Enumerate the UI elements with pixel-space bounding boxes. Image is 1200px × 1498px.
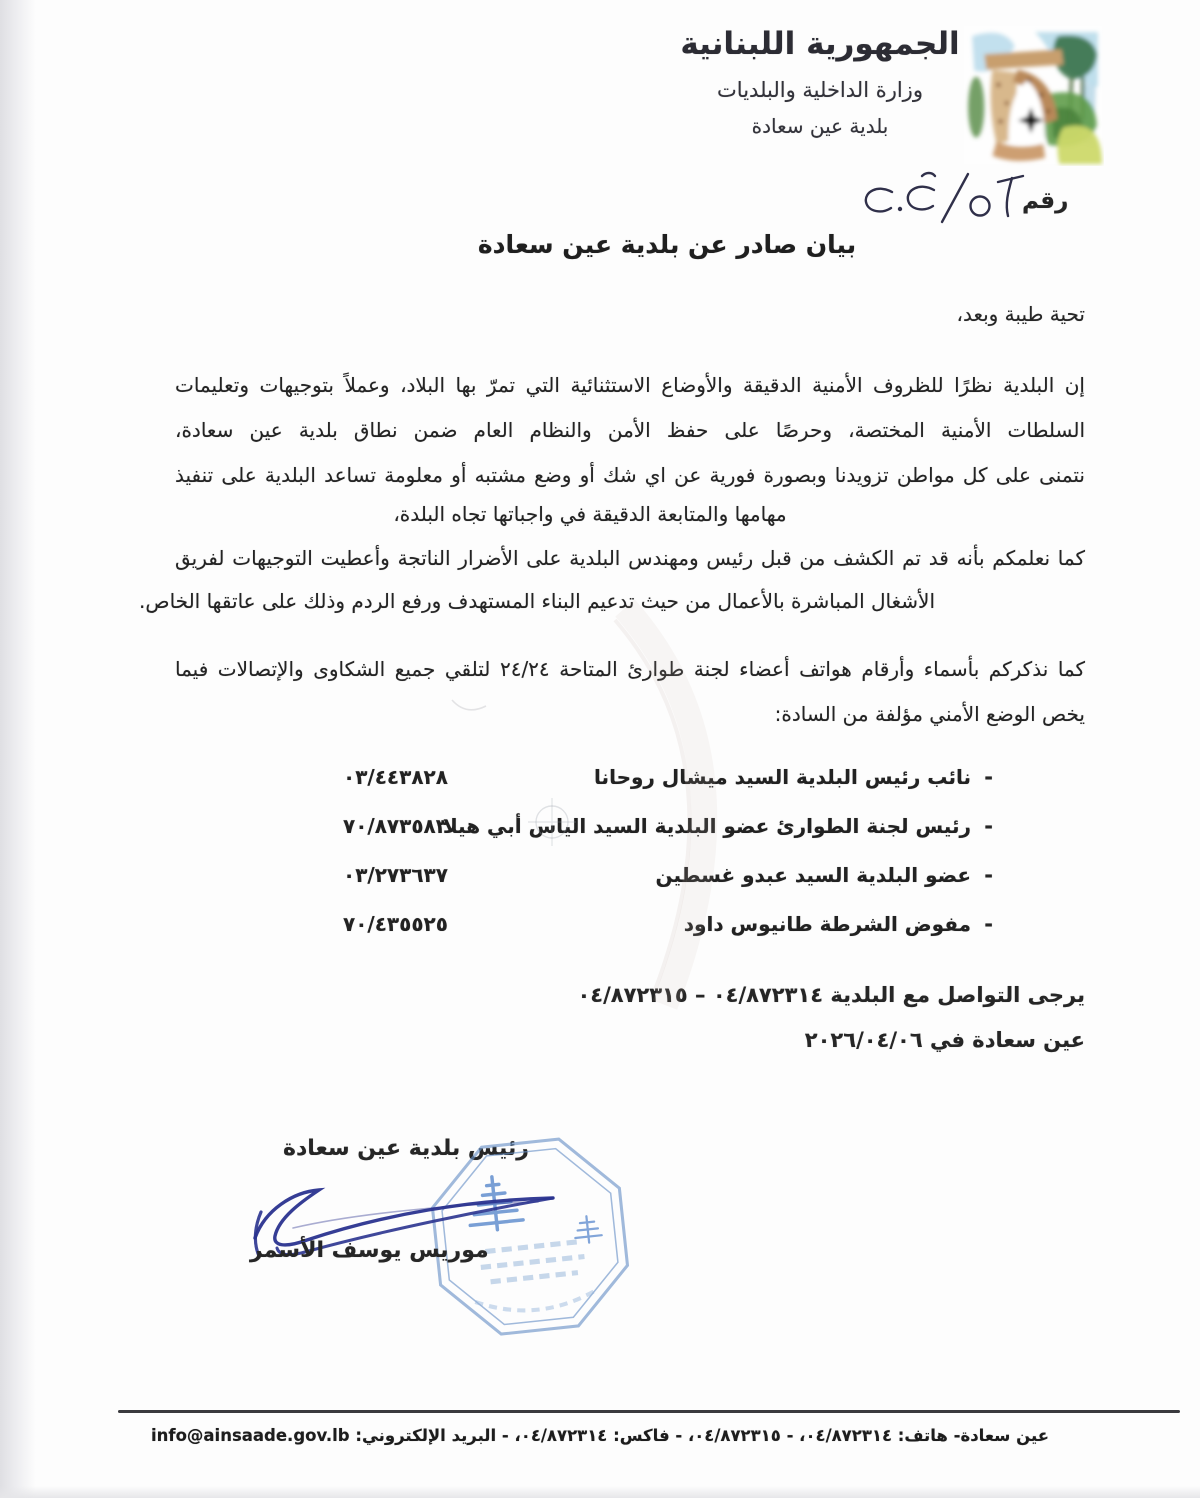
committee-row (175, 765, 1085, 799)
contact-phones-line: يرجى التواصل مع البلدية ٠٤/٨٧٢٣١٤ – ٠٤/٨٧٢٣١٥ (577, 983, 1085, 1007)
committee-row (175, 814, 1085, 848)
greeting-line: تحية طيبة وبعد، (956, 302, 1085, 326)
body-line: كما نعلمكم بأنه قد تم الكشف من قبل رئيس ومهندس البلدية على الأضرار الناتجة وأعطيت التوجيهات لفريق (175, 546, 1085, 570)
body-line: مهامها والمتابعة الدقيقة في واجباتها تجاه البلدة، (393, 502, 787, 526)
committee-row (175, 912, 1085, 946)
republic-title: الجمهورية اللبنانية (680, 26, 960, 62)
member-name: رئيس لجنة الطوارئ عضو البلدية السيد الياس أبي هيلا (442, 814, 971, 838)
member-phone: ٠٣/٤٤٣٨٢٨ (343, 765, 448, 789)
ministry-title: وزارة الداخلية والبلديات (717, 78, 923, 102)
member-phone: ٧٠/٤٣٥٥٢٥ (343, 912, 448, 936)
signer-name: موريس يوسف الأسمر (250, 1238, 489, 1263)
committee-row (175, 863, 1085, 897)
list-dash: - (984, 814, 993, 838)
member-name: مفوض الشرطة طانيوس داود (683, 912, 971, 936)
footer-divider (118, 1410, 1180, 1413)
place-and-date-line: عين سعادة في ٢٠٢٦/٠٤/٠٦ (804, 1028, 1085, 1052)
body-line: إن البلدية نظرًا للظروف الأمنية الدقيقة والأوضاع الاستثنائية التي تمرّ بها البلاد، وعملاً بتوجيهات وتعليمات (175, 373, 1085, 397)
member-name: عضو البلدية السيد عبدو غسطين (655, 863, 971, 887)
body-line: نتمنى على كل مواطن تزويدنا وبصورة فورية عن اي شك أو وضع مشتبه أو معلومة تساعد البلدية على تنفيذ (175, 463, 1085, 487)
member-phone: ٧٠/٨٧٣٥٨٣ (343, 814, 448, 838)
body-line: السلطات الأمنية المختصة، وحرصًا على حفظ الأمن والنظام العام ضمن نطاق بلدية عين سعادة، (175, 418, 1085, 442)
list-dash: - (984, 863, 993, 887)
list-dash: - (984, 912, 993, 936)
municipality-title: بلدية عين سعادة (751, 114, 889, 138)
page-title: بيان صادر عن بلدية عين سعادة (477, 230, 857, 259)
signer-role-title: رئيس بلدية عين سعادة (283, 1136, 529, 1161)
list-dash: - (984, 765, 993, 789)
body-line: يخص الوضع الأمني مؤلفة من السادة: (774, 702, 1085, 726)
member-name: نائب رئيس البلدية السيد ميشال روحانا (594, 765, 971, 789)
scan-left-edge-shadow (0, 0, 36, 1498)
member-phone: ٠٣/٢٧٣٦٣٧ (343, 863, 448, 887)
body-line: الأشغال المباشرة بالأعمال من حيث تدعيم البناء المستهدف ورفع الردم وذلك على عاتقها الخاص. (139, 589, 935, 613)
body-line: كما نذكركم بأسماء وأرقام هواتف أعضاء لجنة طوارئ المتاحة ٢٤/٢٤ لتلقي جميع الشكاوى والإتصالات فيما (175, 657, 1085, 681)
ref-number-label: رقم (1022, 188, 1069, 214)
footer-contact-line: عين سعادة- هاتف: ٠٤/٨٧٢٣١٤، - ٠٤/٨٧٢٣١٥، - فاكس: ٠٤/٨٧٢٣١٤، - البريد الإلكتروني: info@ainsaade.gov.lb (151, 1426, 1049, 1445)
